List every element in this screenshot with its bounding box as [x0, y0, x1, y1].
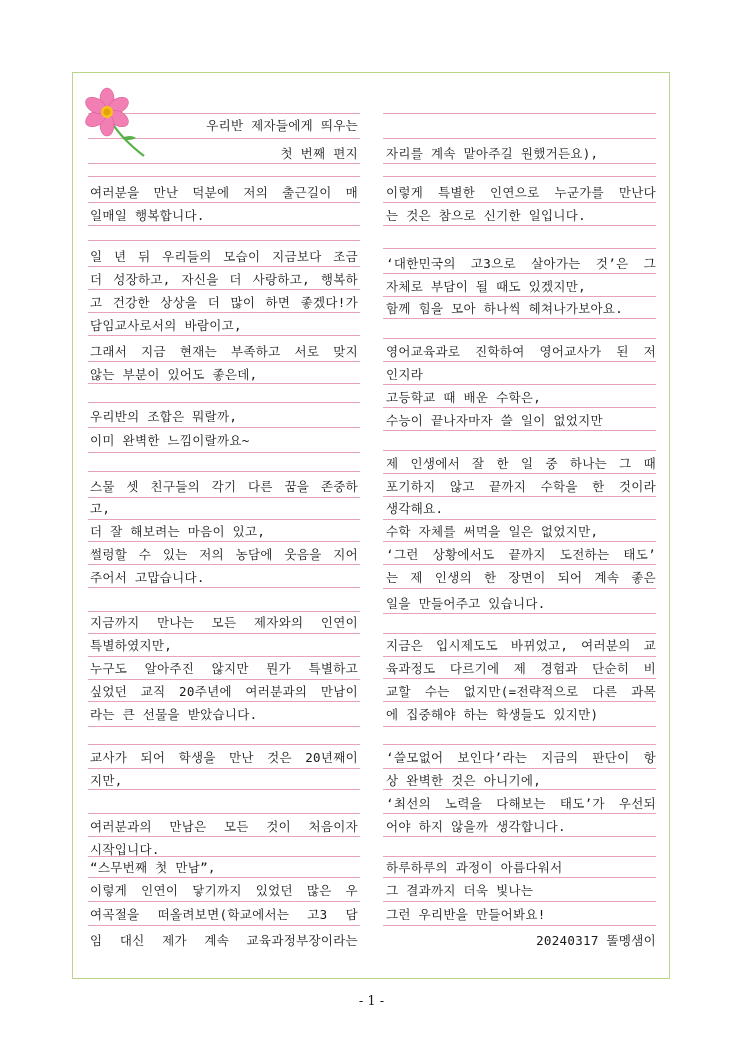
text-line: 는 제 인생의 한 장면이 되어 계속 좋은 — [386, 570, 656, 585]
rule-line — [383, 519, 656, 520]
text-line: 않는 부분이 있어도 좋은데, — [90, 367, 258, 382]
rule-line — [383, 701, 656, 702]
rule-line — [88, 383, 360, 384]
cosmos-flower-icon — [78, 84, 156, 160]
rule-line — [88, 289, 360, 290]
rule-line — [88, 335, 360, 336]
rule-line — [383, 836, 656, 837]
rule-line — [383, 202, 656, 203]
rule-line — [88, 611, 360, 612]
rule-line — [383, 856, 656, 857]
text-line: 자체로 부담이 될 때도 있겠지만, — [386, 279, 587, 294]
rule-line — [88, 813, 360, 814]
text-line: 고 건강한 상상을 더 많이 하면 좋겠다!가 — [90, 295, 358, 310]
text-line: ‘대한민국의 고3으로 살아가는 것’은 그 — [386, 256, 656, 271]
text-line: 교사가 되어 학생을 만난 것은 20년째이 — [90, 750, 358, 765]
rule-line — [383, 338, 656, 339]
rule-line — [88, 701, 360, 702]
rule-line — [383, 318, 656, 319]
rule-line — [383, 789, 656, 790]
rule-line — [383, 925, 656, 926]
text-line: 우리반의 조합은 뭐랄까, — [90, 409, 238, 424]
rule-line — [88, 427, 360, 428]
rule-line — [383, 163, 656, 164]
rule-line — [88, 266, 360, 267]
rule-line — [383, 564, 656, 565]
rule-line — [383, 176, 656, 177]
rule-line — [383, 450, 656, 451]
text-line: 고등학교 때 배운 수학은, — [386, 390, 542, 405]
rule-line — [88, 789, 360, 790]
rule-line — [383, 296, 656, 297]
text-line: 이렇게 인연이 닿기까지 있었던 많은 우 — [90, 883, 358, 898]
rule-line — [383, 877, 656, 878]
text-line: 라는 큰 선물을 받았습니다. — [90, 707, 258, 722]
text-line: 지금까지 만나는 모든 제자와의 인연이 — [90, 615, 358, 630]
text-line: 는 것은 참으로 신기한 일입니다. — [386, 208, 587, 223]
rule-line — [88, 836, 360, 837]
rule-line — [383, 613, 656, 614]
rule-line — [383, 384, 656, 385]
rule-line — [383, 768, 656, 769]
rule-line — [88, 877, 360, 878]
rule-line — [383, 678, 656, 679]
rule-line — [88, 452, 360, 453]
text-line: 수학 자체를 써먹을 일은 없었지만, — [386, 524, 599, 539]
text-line: 더 성장하고, 자신을 더 사랑하고, 행복하 — [90, 272, 358, 287]
rule-line — [88, 925, 360, 926]
text-line: 영어교육과로 진학하여 영어교사가 된 저 — [386, 344, 656, 359]
rule-line — [88, 587, 360, 588]
rule-line — [88, 564, 360, 565]
text-line: 일을 만들어주고 있습니다. — [386, 596, 546, 611]
rule-line — [383, 656, 656, 657]
text-line: 지금은 입시제도도 바뀌었고, 여러분의 교 — [386, 638, 656, 653]
text-line: 함께 힘을 모아 하나씩 헤쳐나가보아요. — [386, 301, 624, 316]
text-line: 상 완벽한 것은 아니기에, — [386, 773, 542, 788]
rule-line — [383, 901, 656, 902]
rule-line — [383, 361, 656, 362]
text-line: ‘쓸모없어 보인다’라는 지금의 판단이 항 — [386, 750, 656, 765]
rule-line — [383, 726, 656, 727]
text-line: 자리를 계속 맡아주길 원했거든요), — [386, 146, 599, 161]
text-line: 이미 완벽한 느낌이랄까요~ — [90, 433, 250, 448]
rule-line — [88, 744, 360, 745]
text-line: 특별하였지만, — [90, 638, 173, 653]
text-line: 누구도 알아주진 않지만 뭔가 특별하고 — [90, 661, 358, 676]
text-line: 교할 수는 없지만(=전략적으로 다른 과목 — [386, 684, 656, 699]
text-line: 주어서 고맙습니다. — [90, 570, 205, 585]
text-line: 그런 우리반을 만들어봐요! — [386, 907, 546, 922]
rule-line — [88, 901, 360, 902]
rule-line — [88, 176, 360, 177]
rule-line — [383, 496, 656, 497]
rule-line — [88, 726, 360, 727]
rule-line — [88, 656, 360, 657]
rule-line — [88, 519, 360, 520]
text-line: 고, — [90, 501, 111, 516]
text-line: 그 결과까지 더욱 빛나는 — [386, 883, 534, 898]
text-line: 더 잘 해보려는 마음이 있고, — [90, 524, 266, 539]
text-line: 인지라 — [386, 367, 424, 382]
text-line: ‘그런 상황에서도 끝까지 도전하는 태도’ — [386, 547, 656, 562]
text-line: 이렇게 특별한 인연으로 누군가를 만난다 — [386, 185, 656, 200]
text-line: 일매일 행복합니다. — [90, 208, 205, 223]
page-number: - 1 - — [358, 994, 385, 1009]
rule-line — [383, 473, 656, 474]
rule-line — [88, 312, 360, 313]
text-line: 여러분을 만난 덕분에 저의 출근길이 매 — [90, 185, 358, 200]
rule-line — [383, 273, 656, 274]
text-line: 여러분과의 만남은 모든 것이 처음이자 — [90, 819, 358, 834]
rule-line — [88, 361, 360, 362]
rule-line — [88, 240, 360, 241]
text-line: 포기하지 않고 끝까지 수학을 한 것이라 — [386, 479, 656, 494]
text-line: 수능이 끝나자마자 쓸 일이 없었지만 — [386, 413, 603, 428]
rule-line — [88, 768, 360, 769]
text-line: 에 집중해야 하는 학생들도 있지만) — [386, 707, 599, 722]
letter-title-line-1: 우리반 제자들에게 띄우는 — [206, 118, 358, 133]
text-line: 어야 하지 않을까 생각합니다. — [386, 819, 566, 834]
rule-line — [383, 744, 656, 745]
text-line: 제 인생에서 잘 한 일 중 하나는 그 때 — [386, 456, 656, 471]
rule-line — [383, 813, 656, 814]
rule-line — [88, 225, 360, 226]
text-line: 썰렁할 수 있는 저의 농담에 웃음을 지어 — [90, 547, 358, 562]
text-line: 육과정도 다르기에 제 경험과 단순히 비 — [386, 661, 656, 676]
rule-line — [383, 588, 656, 589]
text-line: 시작입니다. — [90, 842, 160, 857]
text-line: 생각해요. — [386, 501, 444, 516]
rule-line — [383, 138, 656, 139]
text-line: 임 대신 제가 계속 교육과정부장이라는 — [90, 933, 358, 948]
signature: 20240317 똘멩샘이 — [536, 933, 656, 948]
rule-line — [88, 633, 360, 634]
rule-line — [88, 497, 360, 498]
text-line: 일 년 뒤 우리들의 모습이 지금보다 조금 — [90, 249, 358, 264]
rule-line — [88, 471, 360, 472]
letter-title-line-2: 첫 번째 편지 — [280, 146, 358, 161]
text-line: 여곡절을 떠올려보면(학교에서는 고3 담 — [90, 907, 358, 922]
text-line: 하루하루의 과정이 아름다워서 — [386, 860, 563, 875]
rule-line — [383, 430, 656, 431]
rule-line — [88, 163, 360, 164]
text-line: 스물 셋 친구들의 각기 다른 꿈을 존중하 — [90, 479, 358, 494]
text-line: 지만, — [90, 773, 123, 788]
rule-line — [383, 633, 656, 634]
text-line: “스무번째 첫 만남”, — [90, 860, 216, 875]
text-line: ‘최선의 노력을 다해보는 태도’가 우선되 — [386, 796, 656, 811]
text-line: 담임교사로서의 바람이고, — [90, 318, 242, 333]
rule-line — [88, 541, 360, 542]
rule-line — [88, 202, 360, 203]
rule-line — [383, 407, 656, 408]
rule-line — [88, 679, 360, 680]
rule-line — [88, 402, 360, 403]
rule-line — [383, 248, 656, 249]
text-line: 그래서 지금 현재는 부족하고 서로 맞지 — [90, 344, 358, 359]
rule-line — [383, 113, 656, 114]
text-line: 싶었던 교직 20주년에 여러분과의 만남이 — [90, 684, 358, 699]
rule-line — [383, 541, 656, 542]
rule-line — [383, 225, 656, 226]
